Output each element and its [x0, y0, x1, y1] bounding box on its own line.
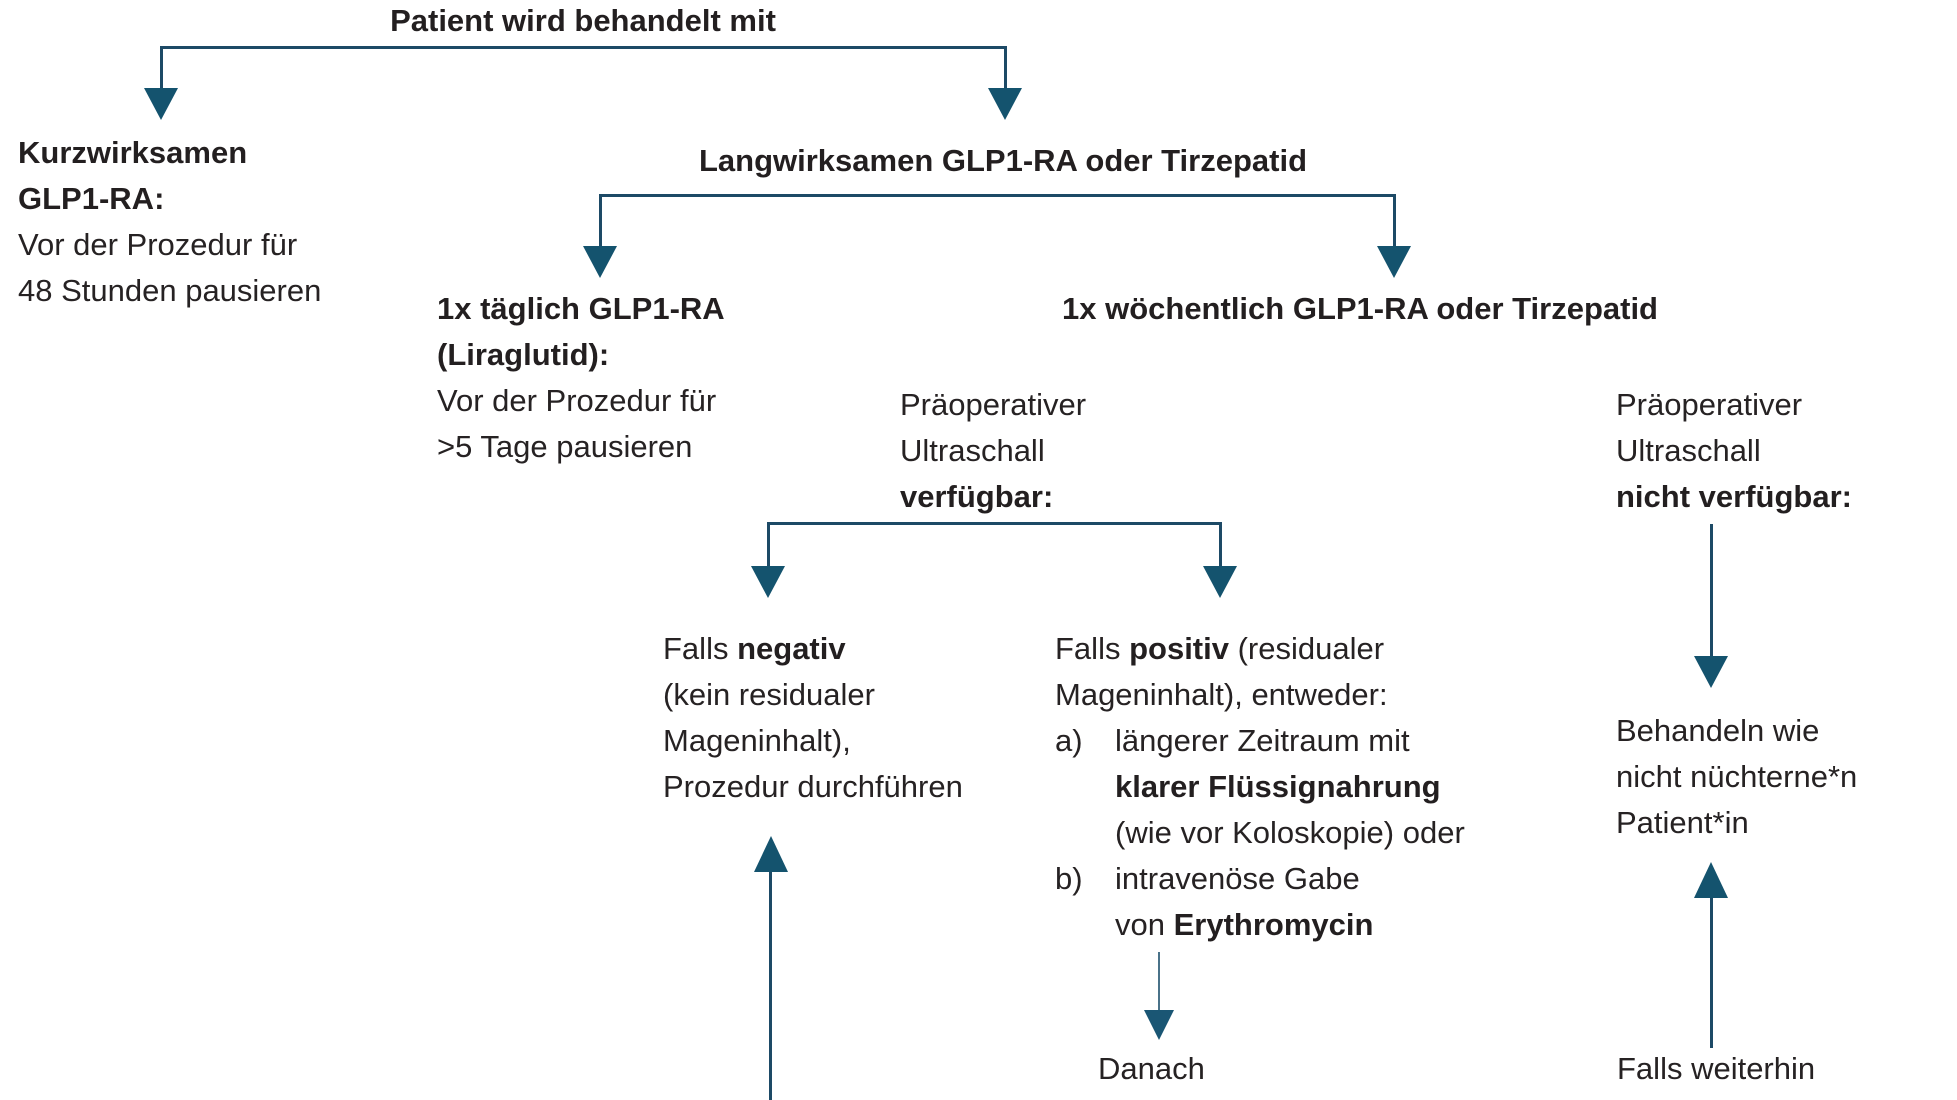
- arrowhead-down-langwirksamen: [988, 88, 1022, 120]
- node-positiv-item-a: [1055, 718, 1465, 856]
- arrowhead-down-danach: [1144, 1010, 1174, 1040]
- node-positiv-item-a-line1: längerer Zeitraum mit: [1115, 723, 1410, 758]
- arrowhead-down-negativ: [751, 566, 785, 598]
- node-positiv-item-b: [1055, 856, 1465, 948]
- node-us-nicht-verfuegbar-line1: Präoperativer: [1616, 387, 1803, 422]
- node-positiv-item-b-body: [1115, 856, 1373, 948]
- node-positiv-item-a-label: a): [1055, 723, 1083, 758]
- connector-lang-left-vertical: [599, 194, 602, 246]
- node-falls-positiv: [1055, 626, 1465, 948]
- connector-lang-horizontal: [599, 194, 1396, 197]
- node-positiv-item-b-line1: intravenöse Gabe: [1115, 861, 1360, 896]
- root-title: Patient wird behandelt mit: [390, 3, 776, 38]
- node-us-verfuegbar-line2: Ultraschall: [900, 433, 1045, 468]
- connector-verfuegbar-right-vertical: [1219, 522, 1222, 566]
- node-positiv-item-b-line2-pre: von: [1115, 907, 1174, 942]
- node-positiv-item-b-label: b): [1055, 861, 1083, 896]
- label-falls-weiterhin: Falls weiterhin: [1617, 1051, 1816, 1086]
- connector-verfuegbar-horizontal: [767, 522, 1222, 525]
- node-kurzwirksamen-title-line1: Kurzwirksamen: [18, 135, 248, 170]
- node-kurzwirksamen: [18, 130, 321, 314]
- node-us-verfuegbar-line3: verfügbar:: [900, 479, 1054, 514]
- node-ultraschall-verfuegbar: [900, 382, 1086, 520]
- connector-lang-right-vertical: [1393, 194, 1396, 246]
- node-positiv-item-a-line3: (wie vor Koloskopie) oder: [1115, 815, 1465, 850]
- connector-prozedur-vertical: [769, 872, 772, 1100]
- label-danach: Danach: [1098, 1051, 1205, 1086]
- connector-top-left-vertical: [160, 46, 163, 88]
- node-taeglich: [437, 286, 725, 470]
- arrowhead-up-behandeln: [1694, 862, 1728, 898]
- node-taeglich-body-line1: Vor der Prozedur für: [437, 383, 717, 418]
- node-positiv-item-a-body: [1115, 718, 1465, 856]
- node-taeglich-title-line2: (Liraglutid):: [437, 337, 610, 372]
- node-kurzwirksamen-title-line2: GLP1-RA:: [18, 181, 165, 216]
- node-negativ-line1: [663, 631, 846, 666]
- node-positiv-line1-pre: Falls: [1055, 631, 1130, 666]
- arrowhead-down-woechentlich: [1377, 246, 1411, 278]
- node-langwirksamen-title: Langwirksamen GLP1-RA oder Tirzepatid: [698, 143, 1308, 178]
- node-taeglich-title-line1: 1x täglich GLP1-RA: [437, 291, 725, 326]
- node-negativ-line2: (kein residualer: [663, 677, 875, 712]
- node-positiv-line1-post: (residualer: [1228, 631, 1385, 666]
- node-negativ-line3: Mageninhalt),: [663, 723, 851, 758]
- node-us-nicht-verfuegbar-line3: nicht verfügbar:: [1616, 479, 1852, 514]
- connector-top-right-vertical: [1004, 46, 1007, 88]
- node-negativ-line4: Prozedur durchführen: [663, 769, 963, 804]
- connector-falls-weiterhin-vertical: [1710, 898, 1713, 1048]
- connector-nicht-verfuegbar-vertical: [1710, 524, 1713, 656]
- node-negativ-line1-pre: Falls: [663, 631, 738, 666]
- node-woechentlich-title: 1x wöchentlich GLP1-RA oder Tirzepatid: [1062, 291, 1658, 326]
- node-behandeln-line1: Behandeln wie: [1616, 713, 1820, 748]
- node-us-nicht-verfuegbar-line2: Ultraschall: [1616, 433, 1761, 468]
- node-positiv-line2: Mageninhalt), entweder:: [1055, 677, 1388, 712]
- arrowhead-down-positiv: [1203, 566, 1237, 598]
- arrowhead-down-taeglich: [583, 246, 617, 278]
- arrowhead-down-behandeln: [1694, 656, 1728, 688]
- node-kurzwirksamen-body-line1: Vor der Prozedur für: [18, 227, 298, 262]
- node-positiv-item-a-line2: klarer Flüssignahrung: [1115, 769, 1441, 804]
- node-behandeln-line2: nicht nüchterne*n: [1616, 759, 1858, 794]
- node-falls-negativ: [663, 626, 963, 810]
- arrowhead-up-prozedur: [754, 836, 788, 872]
- node-taeglich-body-line2: >5 Tage pausieren: [437, 429, 693, 464]
- connector-top-horizontal: [161, 46, 1007, 49]
- node-positiv-line1-bold: positiv: [1129, 631, 1229, 666]
- node-behandeln-line3: Patient*in: [1616, 805, 1749, 840]
- arrowhead-down-kurzwirksamen: [144, 88, 178, 120]
- node-positiv-line1: [1055, 626, 1465, 672]
- node-positiv-item-b-line2-bold: Erythromycin: [1173, 907, 1374, 942]
- node-kurzwirksamen-body-line2: 48 Stunden pausieren: [18, 273, 322, 308]
- connector-danach-vertical: [1158, 952, 1160, 1010]
- node-negativ-line1-bold: negativ: [737, 631, 846, 666]
- connector-verfuegbar-left-vertical: [767, 522, 770, 566]
- node-behandeln: [1616, 708, 1857, 846]
- node-us-verfuegbar-line1: Präoperativer: [900, 387, 1087, 422]
- node-ultraschall-nicht-verfuegbar: [1616, 382, 1852, 520]
